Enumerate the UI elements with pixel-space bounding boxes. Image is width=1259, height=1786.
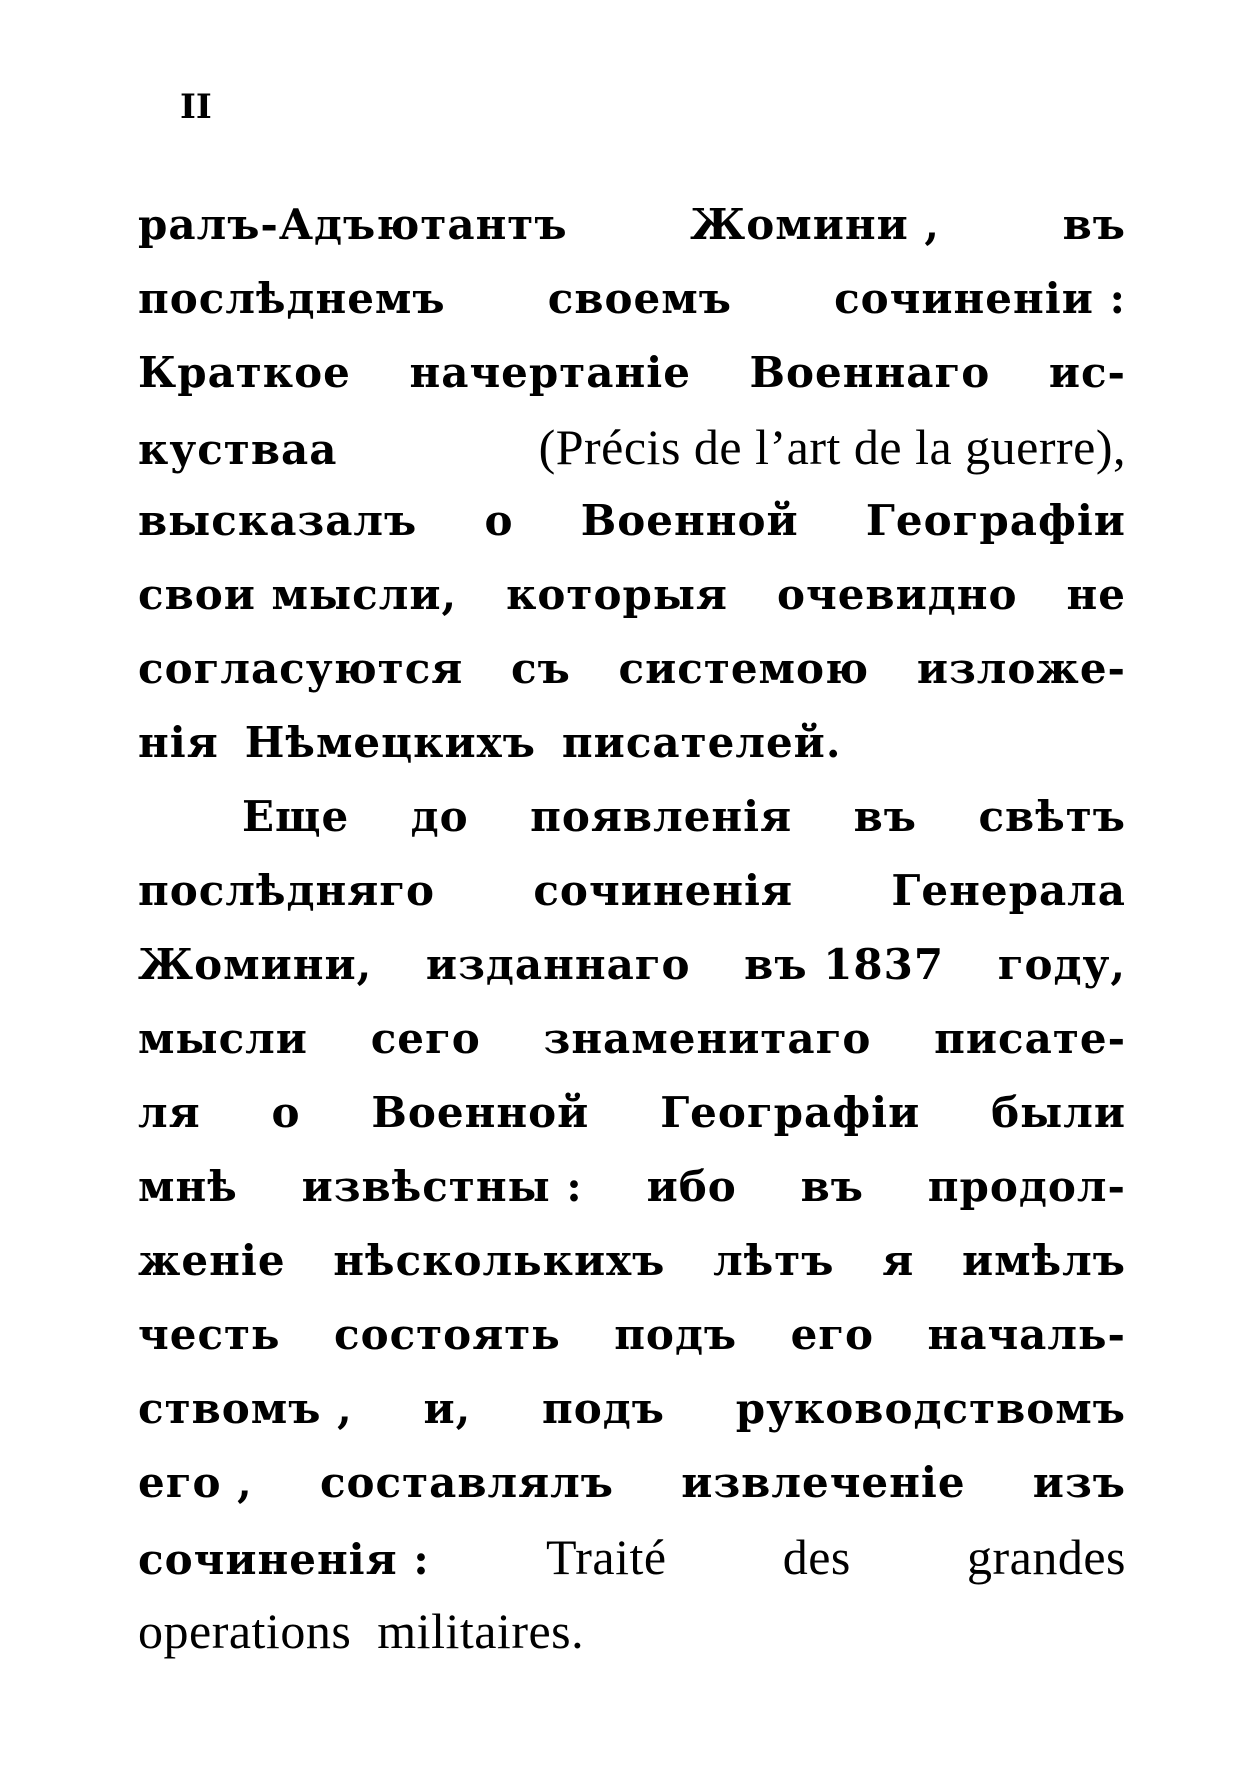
word: Еще	[242, 792, 350, 841]
text-line	[138, 1446, 1126, 1520]
text-line	[138, 336, 1126, 410]
text-line	[138, 928, 1126, 1002]
word: изъ	[1032, 1458, 1126, 1507]
word: руководствомъ	[735, 1384, 1126, 1433]
word: сочиненія :	[138, 1535, 430, 1584]
word: очевидно	[776, 570, 1018, 619]
word: подъ	[614, 1310, 738, 1359]
word: своемъ	[547, 274, 732, 323]
text-line	[138, 706, 1126, 780]
word: Генерала	[891, 866, 1126, 915]
word: были	[991, 1088, 1126, 1137]
word: изложе-	[916, 644, 1126, 693]
french-title-word: grandes	[966, 1529, 1126, 1585]
word: сочиненія	[533, 866, 794, 915]
word: писате-	[934, 1014, 1126, 1063]
word: послѣдняго	[138, 866, 435, 915]
word: Нѣмецкихъ	[244, 718, 536, 767]
word: послѣднемъ	[138, 274, 446, 323]
word: Краткое	[138, 348, 351, 397]
word: съ	[511, 644, 571, 693]
word: ралъ-Адъютантъ	[138, 200, 568, 249]
word: продол-	[927, 1162, 1126, 1211]
word: сочиненіи :	[834, 274, 1126, 323]
word: составлялъ	[319, 1458, 614, 1507]
text-line	[138, 780, 1126, 854]
word: знаменитаго	[543, 1014, 872, 1063]
word: Военной	[580, 496, 799, 545]
word: состоять	[334, 1310, 561, 1359]
word: начертаніе	[409, 348, 691, 397]
word: высказалъ	[138, 496, 418, 545]
text-line	[138, 1224, 1126, 1298]
text-line	[138, 854, 1126, 928]
word: женіе	[138, 1236, 286, 1285]
word: и,	[423, 1384, 472, 1433]
word: ис-	[1048, 348, 1126, 397]
word: его	[790, 1310, 875, 1359]
word: Жомини ,	[690, 200, 941, 249]
french-title-word: Traité	[545, 1529, 667, 1585]
french-title-word: militaires.	[377, 1603, 585, 1659]
text-line	[138, 484, 1126, 558]
word: въ	[800, 1162, 864, 1211]
french-title-word: operations	[138, 1603, 352, 1659]
french-title: (Précis de l’art de la guerre),	[538, 419, 1126, 475]
word: до	[410, 792, 469, 841]
text-line	[138, 558, 1126, 632]
word: честь	[138, 1310, 281, 1359]
word: мысли	[138, 1014, 308, 1063]
text-line	[138, 1002, 1126, 1076]
text-line	[138, 1150, 1126, 1224]
word: Географіи	[660, 1088, 921, 1137]
text-line	[138, 1076, 1126, 1150]
text-line	[138, 1520, 1126, 1594]
word: Жомини,	[138, 940, 373, 989]
word: не	[1066, 570, 1126, 619]
word: извлеченіе	[681, 1458, 966, 1507]
word: ибо	[646, 1162, 737, 1211]
word: мнѣ	[138, 1162, 238, 1211]
word: подъ	[542, 1384, 665, 1433]
text-line	[138, 410, 1126, 484]
word: Военнаго	[749, 348, 991, 397]
text-line	[138, 632, 1126, 706]
word: согласуются	[138, 644, 464, 693]
french-title-word: des	[782, 1529, 851, 1585]
word: году,	[997, 940, 1126, 989]
word: изданнаго	[425, 940, 691, 989]
word: писателей.	[561, 718, 842, 767]
body-text	[138, 188, 1126, 1668]
word: въ	[1062, 200, 1126, 249]
word: извѣстны :	[301, 1162, 583, 1211]
word: свѣтъ	[978, 792, 1126, 841]
word: въ	[853, 792, 917, 841]
word: ствомъ ,	[138, 1384, 353, 1433]
word: Географіи	[865, 496, 1126, 545]
text-line	[138, 1594, 1126, 1668]
text-line	[138, 188, 1126, 262]
page-number: II	[180, 87, 212, 127]
word: системою	[618, 644, 870, 693]
word: появленія	[530, 792, 793, 841]
word: сего	[370, 1014, 481, 1063]
word: о	[484, 496, 514, 545]
word: кустваa	[138, 425, 338, 474]
word: о	[271, 1088, 301, 1137]
word: свои мысли,	[138, 570, 458, 619]
word: нія	[138, 718, 219, 767]
word: я	[882, 1236, 915, 1285]
word: нѣсколькихъ	[333, 1236, 666, 1285]
text-line	[138, 1372, 1126, 1446]
word: началь-	[927, 1310, 1126, 1359]
word: имѣлъ	[961, 1236, 1126, 1285]
word: которыя	[506, 570, 728, 619]
word: Военной	[371, 1088, 590, 1137]
word: лѣтъ	[713, 1236, 835, 1285]
text-line	[138, 262, 1126, 336]
word: ля	[138, 1088, 201, 1137]
word: его ,	[138, 1458, 253, 1507]
word: въ 1837	[744, 940, 945, 989]
text-line	[138, 1298, 1126, 1372]
